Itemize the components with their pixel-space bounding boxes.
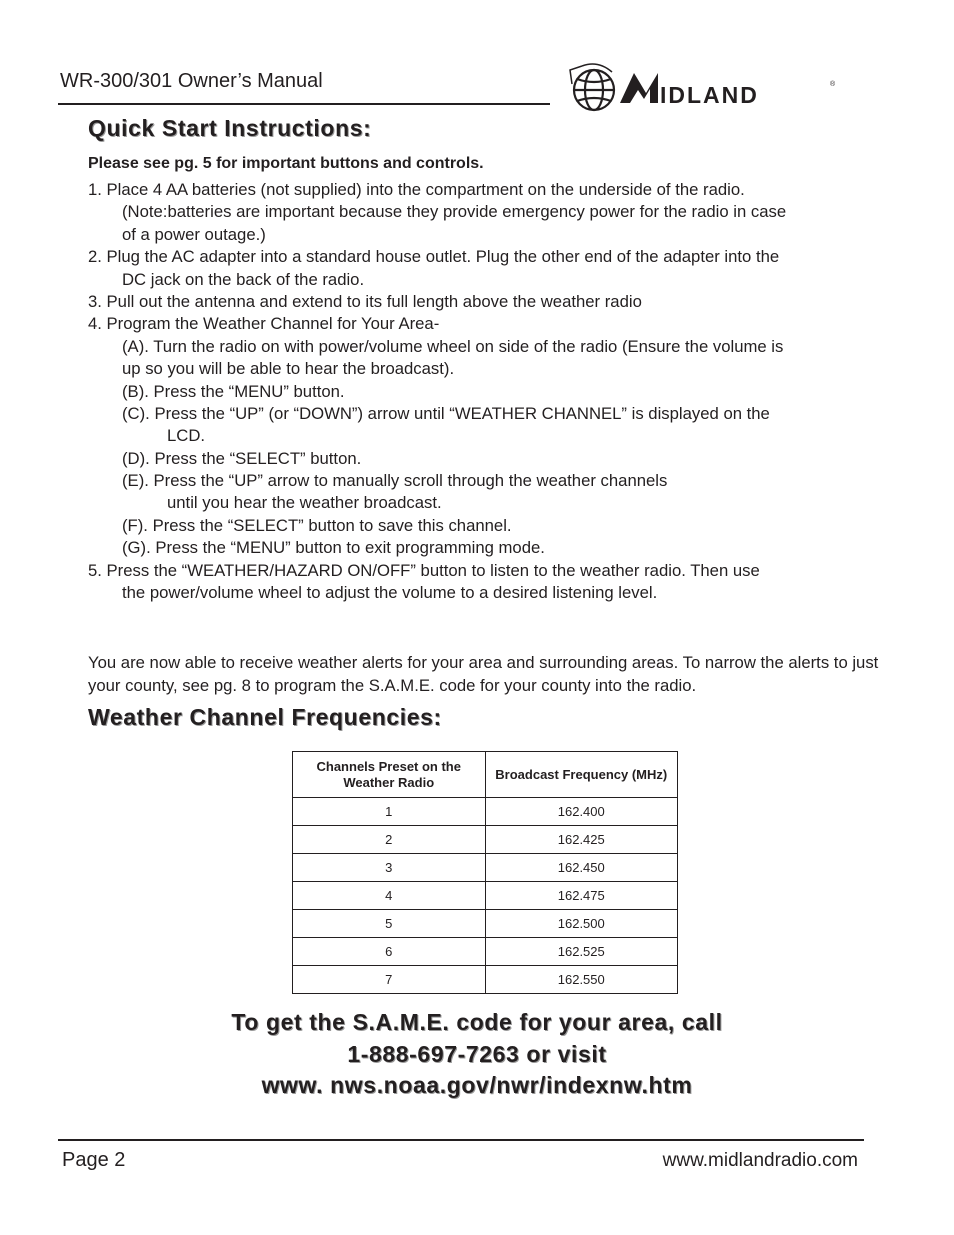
substep-b: (B). Press the “MENU” button. bbox=[122, 381, 345, 401]
channel-cell: 6 bbox=[293, 938, 486, 966]
substep-c-cont: LCD. bbox=[167, 426, 206, 446]
frequency-cell: 162.400 bbox=[485, 798, 678, 826]
callout-phone-line: 1-888-697-7263 or visit bbox=[347, 1040, 607, 1067]
callout-line-1: To get the S.A.M.E. code for your area, call bbox=[231, 1009, 723, 1035]
step-2-cont: DC jack on the back of the radio. bbox=[122, 269, 365, 289]
table-row bbox=[293, 938, 678, 966]
step-1-note: (Note:batteries are important because they provide emergency power for the radio in case bbox=[122, 202, 787, 222]
substep-e-cont: until you hear the weather broadcast. bbox=[167, 493, 442, 513]
channel-cell: 7 bbox=[293, 966, 486, 994]
table-header-row bbox=[293, 752, 678, 798]
channel-cell: 4 bbox=[293, 882, 486, 910]
frequency-cell: 162.475 bbox=[485, 882, 678, 910]
table-row bbox=[293, 966, 678, 994]
controls-note: Please see pg. 5 for important buttons and controls. bbox=[88, 155, 484, 172]
step-1: 1. Place 4 AA batteries (not supplied) into the compartment on the underside of the radio. bbox=[88, 180, 745, 199]
table-row bbox=[293, 826, 678, 854]
logo-registered-mark: ® bbox=[830, 81, 836, 88]
channel-cell: 3 bbox=[293, 854, 486, 882]
alerts-paragraph: You are now able to receive weather alerts for your area and surrounding areas. To narrow the alerts to just your county, see pg. 8 to program the S.A.M.E. code for your county into the radio. bbox=[88, 653, 879, 695]
same-code-callout bbox=[0, 1007, 954, 1102]
frequency-cell: 162.500 bbox=[485, 910, 678, 938]
substep-a-cont: up so you will be able to hear the broadcast). bbox=[122, 359, 455, 379]
frequency-cell: 162.425 bbox=[485, 826, 678, 854]
midland-logo bbox=[568, 60, 840, 116]
frequencies-heading: Weather Channel Frequencies: bbox=[88, 704, 442, 730]
table-row bbox=[293, 882, 678, 910]
substep-c: (C). Press the “UP” (or “DOWN”) arrow until “WEATHER CHANNEL” is displayed on the bbox=[122, 403, 770, 423]
column-header-frequency: Broadcast Frequency (MHz) bbox=[485, 752, 678, 798]
quick-start-heading: Quick Start Instructions: bbox=[88, 115, 372, 141]
step-3: 3. Pull out the antenna and extend to its full length above the weather radio bbox=[88, 291, 642, 311]
substep-d: (D). Press the “SELECT” button. bbox=[122, 448, 362, 468]
channel-cell: 5 bbox=[293, 910, 486, 938]
step-1-note-cont: of a power outage.) bbox=[122, 224, 266, 244]
frequency-table bbox=[292, 751, 678, 994]
substep-a: (A). Turn the radio on with power/volume wheel on side of the radio (Ensure the volume is bbox=[122, 336, 784, 356]
substep-e: (E). Press the “UP” arrow to manually scroll through the weather channels bbox=[122, 471, 668, 491]
frequency-cell: 162.525 bbox=[485, 938, 678, 966]
substep-f: (F). Press the “SELECT” button to save this channel. bbox=[122, 515, 512, 535]
globe-icon bbox=[570, 64, 614, 110]
step-5: 5. Press the “WEATHER/HAZARD ON/OFF” button to listen to the weather radio. Then use bbox=[88, 560, 760, 580]
step-2: 2. Plug the AC adapter into a standard house outlet. Plug the other end of the adapter into the bbox=[88, 247, 780, 267]
header-divider bbox=[58, 103, 550, 105]
page-number: Page 2 bbox=[62, 1149, 126, 1171]
callout-url-line: www. nws.noaa.gov/nwr/indexnw.htm bbox=[261, 1072, 693, 1098]
step-5-cont: the power/volume wheel to adjust the volume to a desired listening level. bbox=[122, 583, 658, 603]
footer-divider bbox=[58, 1139, 864, 1141]
substep-g: (G). Press the “MENU” button to exit programming mode. bbox=[122, 538, 545, 558]
channel-cell: 2 bbox=[293, 826, 486, 854]
table-row bbox=[293, 798, 678, 826]
footer-website: www.midlandradio.com bbox=[662, 1150, 858, 1171]
logo-wordmark: IDLAND bbox=[660, 82, 759, 108]
channel-cell: 1 bbox=[293, 798, 486, 826]
logo-m-mark bbox=[620, 73, 658, 103]
instruction-steps bbox=[88, 179, 903, 604]
column-header-channel: Channels Preset on the Weather Radio bbox=[293, 752, 486, 798]
manual-title: WR-300/301 Owner’s Manual bbox=[60, 70, 323, 92]
frequency-cell: 162.450 bbox=[485, 854, 678, 882]
table-row bbox=[293, 854, 678, 882]
table-row bbox=[293, 910, 678, 938]
step-4: 4. Program the Weather Channel for Your Area- bbox=[88, 314, 440, 334]
frequency-cell: 162.550 bbox=[485, 966, 678, 994]
